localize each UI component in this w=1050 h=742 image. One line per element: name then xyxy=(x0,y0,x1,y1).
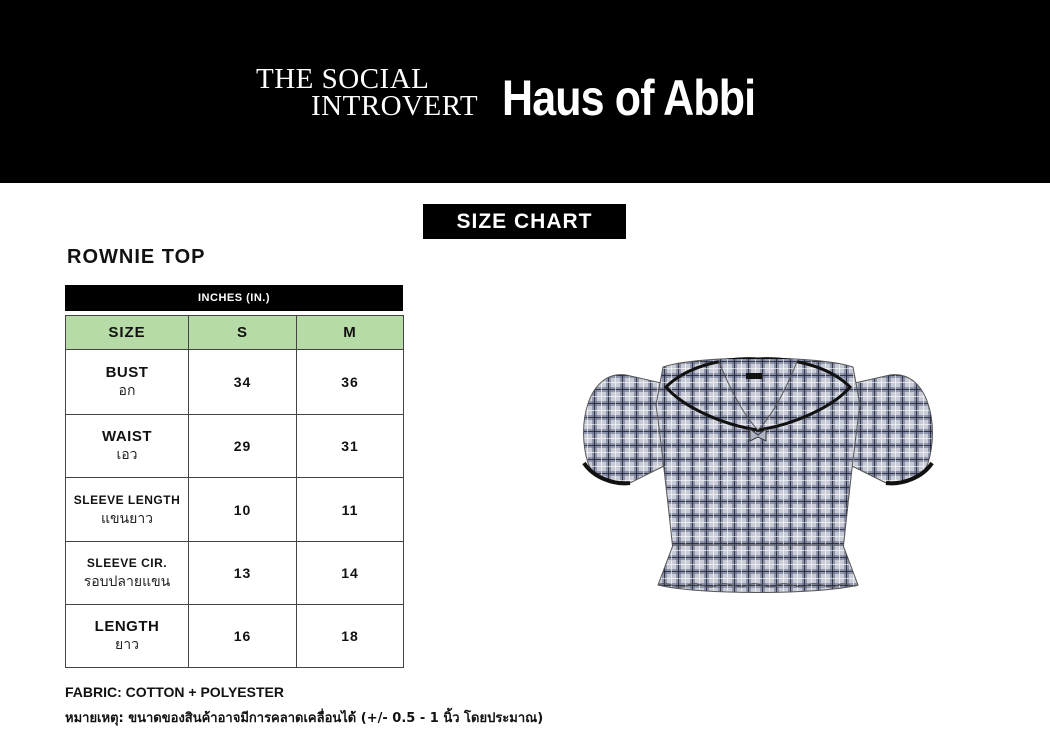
brand-logo-the-social-introvert xyxy=(256,63,479,122)
measure-label-th: เอว xyxy=(116,446,138,462)
measure-label-en: SLEEVE CIR. xyxy=(86,556,168,570)
measure-label-th: ยาว xyxy=(115,636,139,652)
value-m: 11 xyxy=(297,478,404,542)
measure-label-en: LENGTH xyxy=(94,618,160,635)
value-s: 13 xyxy=(189,542,297,605)
table-header-row xyxy=(66,316,404,350)
table-row xyxy=(66,478,404,542)
header-s: S xyxy=(189,316,297,350)
measure-label-th: รอบปลายแขน xyxy=(83,573,171,589)
measure-label-th: อก xyxy=(118,382,136,398)
measure-cell xyxy=(66,605,189,668)
size-chart-title: SIZE CHART xyxy=(423,204,626,239)
measure-cell xyxy=(66,478,189,542)
product-name: ROWNIE TOP xyxy=(67,246,206,268)
value-s: 29 xyxy=(189,415,297,478)
brand-logo-haus-of-abbi: Haus of Abbi xyxy=(502,70,756,126)
brand-line-2: INTROVERT xyxy=(311,90,479,122)
table-row xyxy=(66,605,404,668)
measure-cell xyxy=(66,350,189,415)
measure-label-en: SLEEVE LENGTH xyxy=(73,492,181,507)
value-s: 34 xyxy=(189,350,297,415)
measure-cell xyxy=(66,542,189,605)
value-m: 18 xyxy=(297,605,404,668)
brand-line-1: THE SOCIAL xyxy=(256,63,430,95)
measure-label-en: BUST xyxy=(105,364,149,381)
units-label: INCHES (IN.) xyxy=(65,285,403,311)
header-m: M xyxy=(297,316,404,350)
table-row xyxy=(66,350,404,415)
size-note: หมายเหตุ: ขนาดของสินค้าอาจมีการคลาดเคลื่อนได้ (+/- 0.5 - 1 นิ้ว โดยประมาณ) xyxy=(65,711,544,726)
table-row xyxy=(66,542,404,605)
fabric-info: FABRIC: COTTON + POLYESTER xyxy=(65,684,284,700)
header-size: SIZE xyxy=(66,316,189,350)
measure-label-th: แขนยาว xyxy=(100,509,154,526)
value-s: 16 xyxy=(189,605,297,668)
header-banner xyxy=(0,0,1050,183)
value-m: 36 xyxy=(297,350,404,415)
measure-label-en: WAIST xyxy=(102,428,152,445)
value-m: 14 xyxy=(297,542,404,605)
plaid-top-product-photo xyxy=(578,345,938,600)
size-table xyxy=(65,315,404,668)
value-m: 31 xyxy=(297,415,404,478)
table-row xyxy=(66,415,404,478)
measure-cell xyxy=(66,415,189,478)
value-s: 10 xyxy=(189,478,297,542)
